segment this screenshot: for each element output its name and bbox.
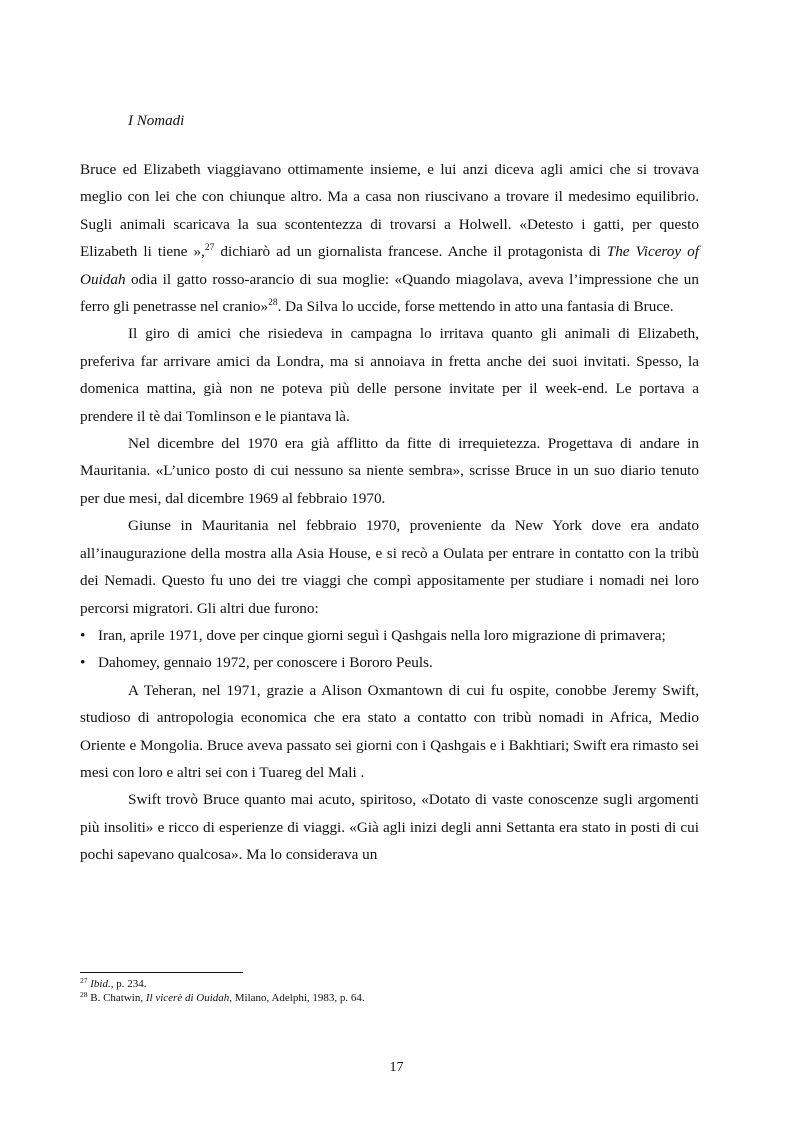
footnote-number: 27 — [80, 976, 88, 985]
paragraph-4: Giunse in Mauritania nel febbraio 1970, proveniente da New York dove era andato all’inaugurazione della mostra alla Asia House, e si recò a Oulata per entrare in contatto con la tribù dei Nemadi. Questo fu uno dei tre viaggi che compì appositamente per studiare i nomadi nei loro percorsi migratori. Gli altri due furono: — [80, 517, 699, 617]
footnote-italic: Ibid., — [90, 978, 114, 990]
book-title: The Viceroy of Ouidah — [80, 243, 699, 288]
p1-text-1: Bruce ed Elizabeth viaggiavano ottimamente insieme, e lui anzi diceva agli amici che si trovava meglio con lei che con chiunque altro. Ma a casa non riuscivano a trovare il medesimo equilibrio. Sugli animali scaricava la sua scontentezza di trovarsi a Holwell. «Detesto i gatti, per questo Elizabeth li tiene », — [80, 161, 699, 261]
footnote-text: , Milano, Adelphi, 1983, p. 64. — [229, 992, 365, 1004]
footnote-italic: Il vicerè di Ouidah — [145, 992, 230, 1004]
footnote-number: 28 — [80, 990, 88, 999]
bullet-text-1: Iran, aprile 1971, dove per cinque giorni seguì i Qashgais nella loro migrazione di primavera; — [98, 626, 666, 644]
footnote-28 — [80, 991, 699, 1005]
page-number: 17 — [389, 1060, 404, 1075]
bullet-icon: • — [80, 626, 86, 644]
bullet-item-1 — [80, 622, 699, 649]
paragraph-5: A Teheran, nel 1971, grazie a Alison Oxmantown di cui fu ospite, conobbe Jeremy Swift, studioso di antropologia economica che era stato a contatto con tribù nomadi in Africa, Medio Oriente e Mongolia. Bruce aveva passato sei giorni con i Qashgais e i Bakhtiari; Swift era rimasto sei mesi con loro e altri sei con i Tuareg del Mali . — [80, 681, 699, 781]
footnote-text-pre: B. Chatwin, — [87, 992, 146, 1004]
bullet-list — [80, 622, 699, 677]
bullet-item-2 — [80, 649, 699, 676]
footnote-27 — [80, 977, 699, 991]
footnote-ref-27: 27 — [204, 243, 215, 254]
footnote-separator — [80, 972, 243, 973]
paragraph-2: Il giro di amici che risiedeva in campagna lo irritava quanto gli animali di Elizabeth, preferiva far arrivare amici da Londra, ma si annoiava in fretta anche dei suoi invitati. Spesso, la domenica mattina, già non ne poteva più delle persone invitate per il week-end. Le portava a prendere il tè dai Tomlinson e le piantava là. — [80, 325, 699, 425]
footnote-ref-28: 28 — [268, 298, 278, 309]
footnotes — [80, 977, 699, 1005]
paragraph-1 — [80, 156, 699, 320]
bullet-icon: • — [80, 654, 86, 672]
body-text — [80, 156, 699, 869]
p1-text-2: dichiarò ad un giornalista francese. Anche il protagonista di — [214, 243, 607, 261]
p1-text-3: odia il gatto rosso-arancio di sua moglie: «Quando miagolava, aveva l’impressione che un ferro gli penetrasse nel cranio» — [80, 270, 699, 316]
chapter-header: I Nomadi — [128, 113, 185, 129]
p1-text-4: . Da Silva lo uccide, forse mettendo in atto una fantasia di Bruce. — [277, 298, 674, 316]
footnote-text: p. 234. — [113, 978, 147, 990]
bullet-text-2: Dahomey, gennaio 1972, per conoscere i Bororo Peuls. — [98, 654, 433, 672]
paragraph-6: Swift trovò Bruce quanto mai acuto, spiritoso, «Dotato di vaste conoscenze sugli argomenti più insoliti» e ricco di esperienze di viaggi. «Già agli inizi degli anni Settanta era stato in posti di cui pochi sapevano qualcosa». Ma lo considerava un — [80, 791, 699, 864]
paragraph-3: Nel dicembre del 1970 era già afflitto da fitte di irrequietezza. Progettava di andare in Mauritania. «L’unico posto di cui nessuno sa niente sembra», scrisse Bruce in un suo diario tenuto per due mesi, dal dicembre 1969 al febbraio 1970. — [80, 435, 699, 507]
